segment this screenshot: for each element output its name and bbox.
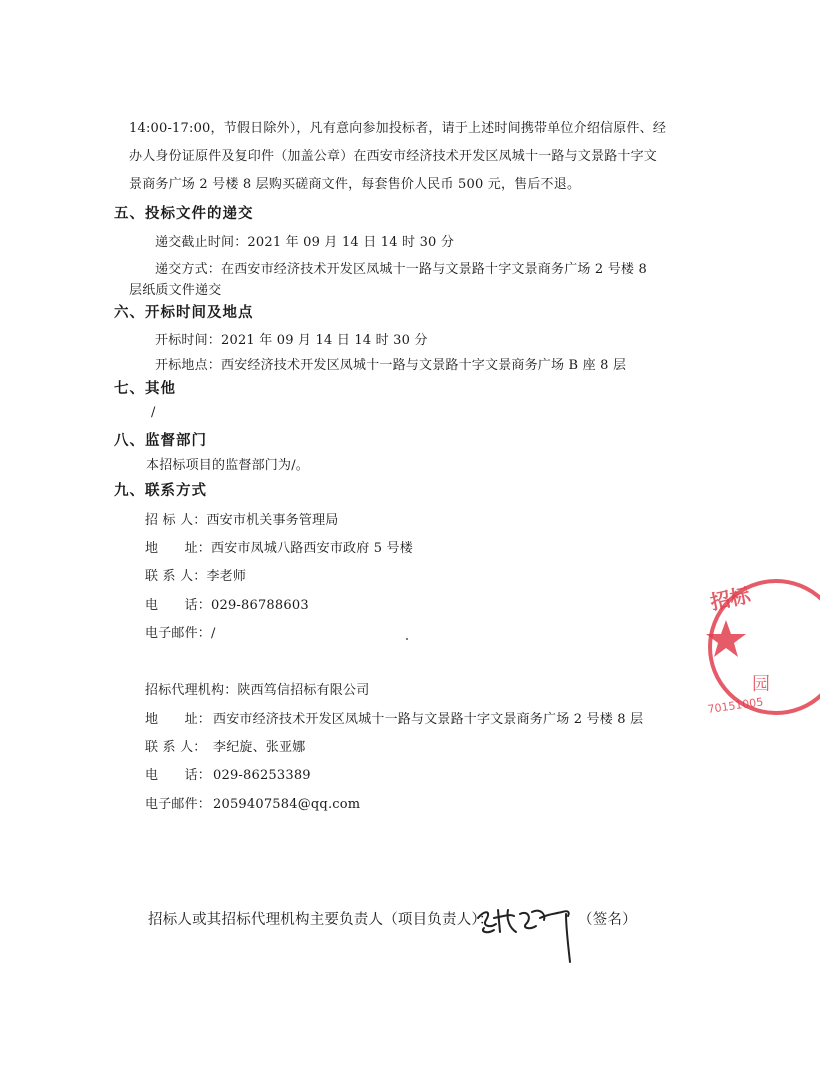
agency-contact: 李纪旋、张亚娜 [213, 740, 306, 755]
purchase-text-line1: 14:00-17:00，节假日除外），凡有意向参加投标者，请于上述时间携带单位介绍信原件、经 [129, 121, 667, 136]
purchase-text-line2: 办人身份证原件及复印件（加盖公章）在西安市经济技术开发区凤城十一路与文景路十字文 [129, 149, 658, 164]
tenderer-contact: 李老师 [206, 569, 247, 584]
tenderer-name-row [145, 512, 338, 530]
handwritten-signature [470, 888, 590, 968]
purchase-text-line3: 景商务广场 2 号楼 8 层购买磋商文件，每套售价人民币 500 元，售后不退。 [129, 177, 581, 192]
section8-content: 本招标项目的监督部门为/。 [146, 458, 309, 473]
agency-phone: 029-86253389 [213, 768, 311, 783]
tenderer-address-label: 地 址： [145, 541, 212, 556]
tenderer-phone-row [145, 597, 309, 615]
section7-heading: 七、其他 [114, 381, 176, 397]
agency-email: 2059407584@qq.com [213, 797, 361, 812]
scan-speck [406, 638, 408, 640]
agency-email-row [145, 796, 360, 814]
agency-contact-row [145, 739, 305, 757]
svg-text:70151005: 70151005 [706, 695, 765, 717]
tenderer-phone-label: 电 话： [145, 598, 212, 613]
tenderer-name-label: 招 标 人： [145, 513, 207, 528]
agency-email-label: 电子邮件： [145, 797, 212, 812]
signature-suffix: （签名） [578, 912, 637, 928]
tenderer-contact-label: 联 系 人： [145, 569, 207, 584]
agency-address: 西安市经济技术开发区凤城十一路与文景路十字文景商务广场 2 号楼 8 层 [213, 712, 644, 727]
section9-heading: 九、联系方式 [114, 483, 207, 499]
agency-address-row [145, 711, 643, 729]
company-stamp [700, 572, 820, 722]
svg-text:园: 园 [752, 674, 770, 695]
section5-method-line2: 层纸质文件递交 [129, 283, 222, 298]
agency-name-row [145, 682, 369, 700]
tenderer-phone: 029-86788603 [211, 598, 309, 613]
tenderer-email-label: 电子邮件： [145, 626, 212, 641]
tenderer-name: 西安市机关事务管理局 [206, 513, 339, 528]
section7-content: / [151, 405, 156, 420]
agency-phone-label: 电 话： [145, 768, 212, 783]
section6-time: 开标时间：2021 年 09 月 14 日 14 时 30 分 [155, 333, 428, 348]
svg-text:招标: 招标 [708, 582, 753, 615]
agency-name-label: 招标代理机构： [145, 683, 238, 698]
agency-phone-row [145, 767, 311, 785]
signature-label: 招标人或其招标代理机构主要负责人（项目负责人）： [148, 912, 494, 928]
agency-name: 陕西笃信招标有限公司 [237, 683, 370, 698]
section6-heading: 六、开标时间及地点 [114, 305, 254, 321]
tenderer-email-row [145, 625, 216, 643]
agency-contact-label: 联 系 人： [145, 740, 207, 755]
tenderer-contact-row [145, 568, 246, 586]
section5-heading: 五、投标文件的递交 [114, 206, 254, 222]
tenderer-address: 西安市凤城八路西安市政府 5 号楼 [211, 541, 413, 556]
section5-method-line1: 递交方式：在西安市经济技术开发区凤城十一路与文景路十字文景商务广场 2 号楼 8 [155, 262, 647, 277]
section6-place: 开标地点：西安经济技术开发区凤城十一路与文景路十字文景商务广场 B 座 8 层 [155, 358, 627, 373]
tenderer-address-row [145, 540, 413, 558]
section5-deadline: 递交截止时间：2021 年 09 月 14 日 14 时 30 分 [155, 235, 455, 250]
tenderer-email: / [211, 626, 216, 641]
agency-address-label: 地 址： [145, 712, 212, 727]
section8-heading: 八、监督部门 [114, 433, 207, 449]
